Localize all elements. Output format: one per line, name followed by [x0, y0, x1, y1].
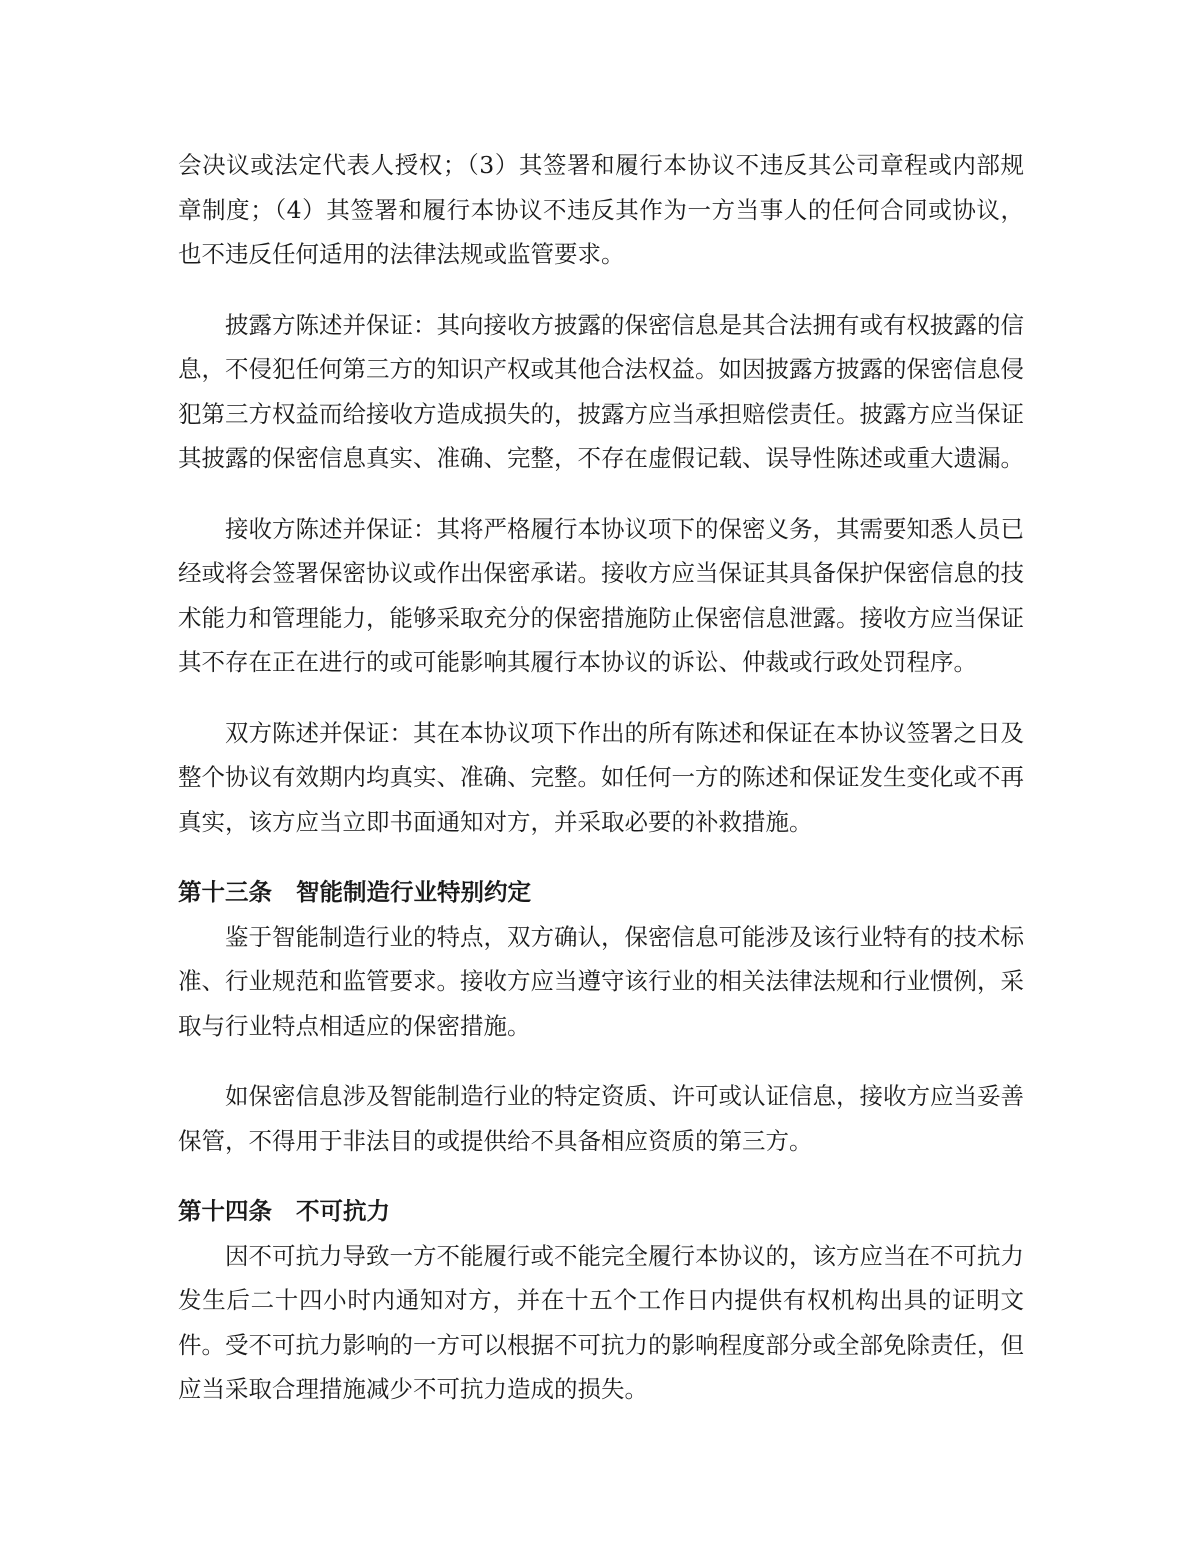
section-13-body	[178, 915, 1024, 1164]
section-13-heading	[178, 870, 1024, 915]
section-14-heading	[178, 1189, 1024, 1234]
document-page	[178, 143, 1024, 1438]
paragraph-continued: 会决议或法定代表人授权；（3）其签署和履行本协议不违反其公司章程或内部规章制度；（4）其签署和履行本协议不违反其作为一方当事人的任何合同或协议，也不违反任何适用的法律法规或监管要求。	[178, 151, 1024, 268]
paragraph-recipient-warranty: 接收方陈述并保证：其将严格履行本协议项下的保密义务，其需要知悉人员已经或将会签署保密协议或作出保密承诺。接收方应当保证其具备保护保密信息的技术能力和管理能力，能够采取充分的保密措施防止保密信息泄露。接收方应当保证其不存在正在进行的或可能影响其履行本协议的诉讼、仲裁或行政处罚程序。	[178, 514, 1024, 676]
paragraph-mutual-warranty: 双方陈述并保证：其在本协议项下作出的所有陈述和保证在本协议签署之日及整个协议有效期内均真实、准确、完整。如任何一方的陈述和保证发生变化或不再真实，该方应当立即书面通知对方，并采取必要的补救措施。	[178, 718, 1024, 836]
section-14-title: 不可抗力	[296, 1197, 390, 1225]
section-14-paragraph: 因不可抗力导致一方不能履行或不能完全履行本协议的，该方应当在不可抗力发生后二十四小时内通知对方，并在十五个工作日内提供有权机构出具的证明文件。受不可抗力影响的一方可以根据不可抗力的影响程度部分或全部免除责任，但应当采取合理措施减少不可抗力造成的损失。	[178, 1241, 1024, 1403]
section-13	[178, 870, 1024, 1163]
section-13-title: 智能制造行业特别约定	[296, 878, 531, 906]
section-13-paragraph: 鉴于智能制造行业的特点，双方确认，保密信息可能涉及该行业特有的技术标准、行业规范和监管要求。接收方应当遵守该行业的相关法律法规和行业惯例，采取与行业特点相适应的保密措施。	[178, 922, 1024, 1040]
paragraph-discloser-warranty: 披露方陈述并保证：其向接收方披露的保密信息是其合法拥有或有权披露的信息，不侵犯任何第三方的知识产权或其他合法权益。如因披露方披露的保密信息侵犯第三方权益而给接收方造成损失的，披露方应当承担赔偿责任。披露方应当保证其披露的保密信息真实、准确、完整，不存在虚假记载、误导性陈述或重大遗漏。	[178, 310, 1024, 472]
section-14-body	[178, 1234, 1024, 1412]
section-14	[178, 1189, 1024, 1412]
section-13-number: 第十三条	[178, 878, 272, 906]
section-14-number: 第十四条	[178, 1197, 272, 1225]
section-13-paragraph: 如保密信息涉及智能制造行业的特定资质、许可或认证信息，接收方应当妥善保管，不得用于非法目的或提供给不具备相应资质的第三方。	[178, 1082, 1024, 1155]
